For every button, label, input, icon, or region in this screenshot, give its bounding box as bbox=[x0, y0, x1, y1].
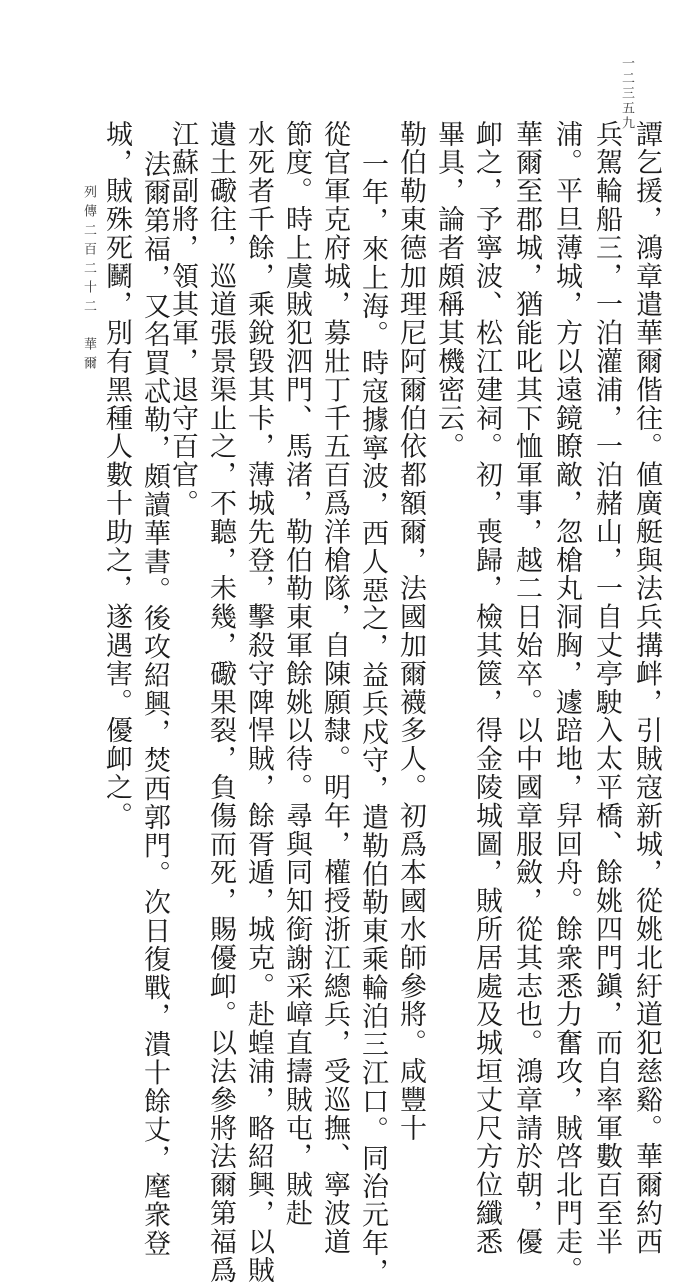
text-column-5: 卹之，予寧波、松江建祠。初，喪歸，檢其篋，得金陵城圖，賊所居處及城垣丈尺方位纖悉 bbox=[471, 120, 502, 1256]
text-column-9: 從官軍克府城，募壯丁千五百爲洋槍隊，自陳願隸。明年，權授浙江總兵，受巡撫、寧波道 bbox=[319, 120, 350, 1256]
text-column-1: 譚乞援，鴻章遣華爾偕往。値廣艇與法兵搆衅，引賊寇新城，從姚北紆道犯慈谿。華爾約西 bbox=[631, 120, 662, 1256]
text-column-7: 勒伯勒東德加理尼阿爾伯依都額爾，法國加爾襪多人。初爲本國水師參將。咸豐十 bbox=[395, 120, 426, 1143]
text-column-12: 遺土礮往，巡道張景渠止之，不聽，未幾，礮果裂，負傷而死，賜優卹。以法參將法爾第福爲 bbox=[205, 120, 236, 1285]
text-column-4: 華爾至郡城，猶能叱其下恤軍事，越二日始卒。以中國章服斂，從其志也。鴻章請於朝，優 bbox=[511, 120, 542, 1256]
text-column-15: 城，賊殊死鬭，別有黑種人數十助之，遂遇害。優卹之。 bbox=[101, 120, 132, 830]
text-column-2: 兵駕輪船三，一泊灌浦，一泊赭山，一自丈亭駛入太平橋、餘姚四門鎭，而自率軍數百至半 bbox=[591, 120, 622, 1256]
text-column-8: 一年，來上海。時寇據寧波，西人惡之，益兵戍守，遣勒伯勒東乘輪泊三江口。同治元年， bbox=[357, 150, 388, 1286]
text-column-11: 水死者千餘，乘銳毀其卡，薄城先登，擊殺守陴悍賊，餘胥遁，城克。赴蝗浦，略紹興，以賊 bbox=[243, 120, 274, 1285]
text-column-6: 畢具，論者頗稱其機密云。 bbox=[433, 120, 464, 461]
text-column-13: 江蘇副將，領其軍，退守百官。 bbox=[167, 120, 198, 518]
page-number: 一二三五九 bbox=[619, 56, 634, 131]
text-column-10: 節度。時上虞賊犯泗門、馬渚，勒伯勒東軍餘姚以待。尋與同知銜謝采嶂直擣賊屯，賊赴 bbox=[281, 120, 312, 1228]
running-header: 列傳二百二十二 華爾 bbox=[81, 185, 96, 375]
text-column-3: 浦。平旦薄城，方以遠鏡瞭敵，忽槍丸洞胸，遽踣地，舁回舟。餘衆悉力奮攻，賊啓北門走。 bbox=[551, 120, 582, 1285]
text-column-14: 法爾第福，又名買忒勒，頗讀華書。後攻紹興，焚西郭門。次日復戰，潰十餘丈，麾衆登 bbox=[139, 150, 170, 1258]
